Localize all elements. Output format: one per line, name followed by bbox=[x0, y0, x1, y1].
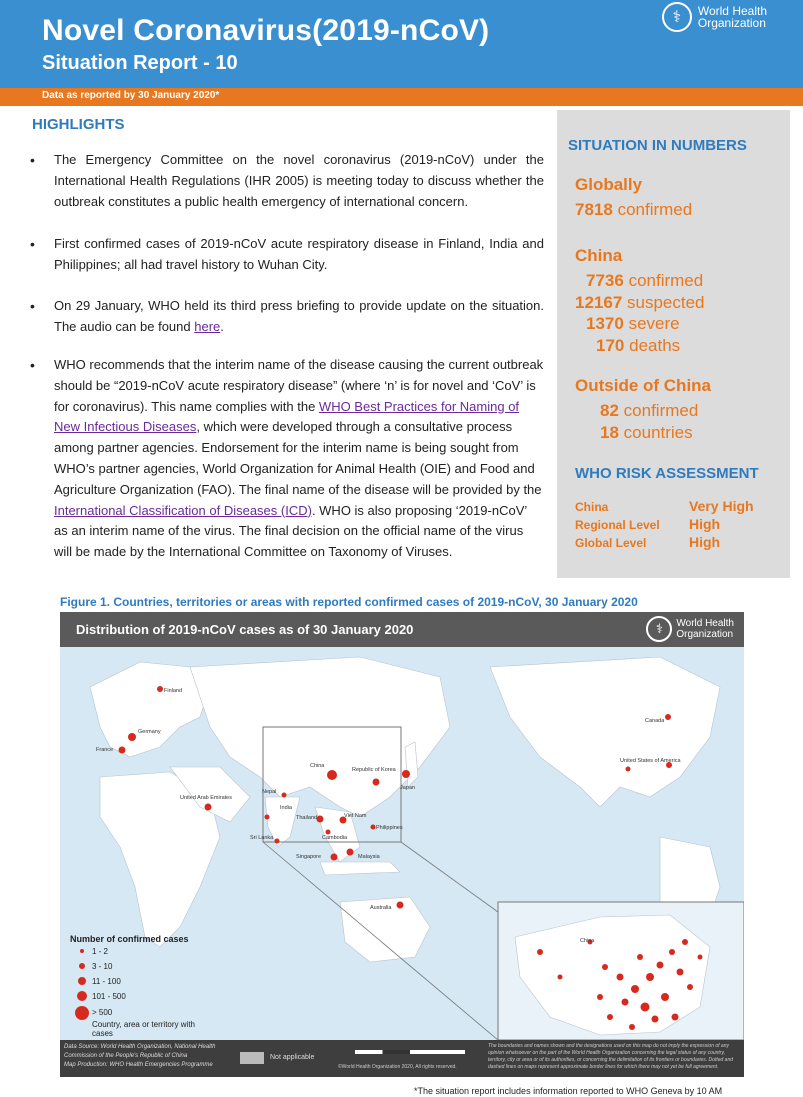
risk-row-global: Global Level High bbox=[575, 534, 721, 550]
situation-heading: SITUATION IN NUMBERS bbox=[568, 137, 747, 154]
label-china: China bbox=[310, 763, 325, 769]
label-srilanka: Sri Lanka bbox=[250, 835, 274, 841]
label-malaysia: Malaysia bbox=[358, 854, 380, 860]
outside-countries: 18 countries bbox=[600, 423, 693, 442]
risk-row-china: China Very High bbox=[575, 498, 754, 514]
footnote: *The situation report includes information reported to WHO Geneva by 10 AM bbox=[414, 1086, 723, 1096]
not-applicable-swatch bbox=[240, 1052, 264, 1064]
label-canada: Canada bbox=[645, 718, 665, 724]
report-subtitle: Situation Report - 10 bbox=[42, 52, 238, 74]
china-heading: China bbox=[575, 246, 623, 265]
report-header bbox=[0, 0, 803, 88]
map-title: Distribution of 2019-nCoV cases as of 30 January 2020 bbox=[76, 622, 414, 637]
legend-dot-5 bbox=[75, 1006, 89, 1020]
china-suspected: 12167 suspected bbox=[575, 293, 705, 312]
label-australia: Australia bbox=[370, 905, 392, 911]
label-uae: United Arab Emirates bbox=[180, 795, 232, 801]
label-india: India bbox=[280, 805, 292, 811]
globally-heading: Globally bbox=[575, 175, 643, 194]
audio-link[interactable]: here bbox=[194, 318, 221, 334]
map-header bbox=[60, 612, 744, 647]
map-disclaimer: The boundaries and names shown and the designations used on this map do not imply the expression of any opinion whatsoever on the part of the World Health Organization concerning the legal status of any country, territory, city or area or of its authorities, or concerning the delimitation of its frontiers or boundaries. Dotted and dashed lines on maps represent approximate border lines for which there may not yet be full agreement. bbox=[488, 1043, 734, 1070]
map-production: Map Production: WHO Health Emergencies Programme bbox=[64, 1062, 213, 1068]
label-cambodia: Cambodia bbox=[322, 835, 348, 841]
who-logo bbox=[662, 2, 767, 32]
bullet-icon: • bbox=[30, 236, 35, 252]
report-title: Novel Coronavirus(2019-nCoV) bbox=[42, 14, 490, 47]
label-vietnam: Viet Nam bbox=[344, 813, 367, 819]
risk-row-regional: Regional Level High bbox=[575, 516, 721, 532]
world-map bbox=[60, 647, 744, 1040]
data-reported-note: Data as reported by 30 January 2020* bbox=[42, 90, 220, 101]
label-usa: United States of America bbox=[620, 758, 681, 764]
label-nepal: Nepal bbox=[262, 789, 277, 795]
map-footer bbox=[60, 1040, 744, 1077]
china-severe: 1370 severe bbox=[586, 314, 680, 333]
map-scale-bar bbox=[355, 1050, 465, 1054]
label-finland: Finland bbox=[164, 688, 183, 694]
not-applicable-label: Not applicable bbox=[270, 1054, 315, 1061]
who-emblem-icon: ⚕ bbox=[646, 616, 672, 642]
north-america-land bbox=[490, 657, 720, 807]
highlights-heading: HIGHLIGHTS bbox=[32, 116, 125, 133]
label-singapore: Singapore bbox=[296, 854, 322, 860]
label-france: France bbox=[96, 747, 114, 753]
legend-title: Number of confirmed cases bbox=[70, 934, 189, 944]
case-map-figure bbox=[60, 612, 744, 1077]
data-source: Data Source: World Health Organization, National Health Commission of the People's Republic of China bbox=[64, 1044, 216, 1059]
bullet-icon: • bbox=[30, 357, 35, 373]
who-name-line1: World Health bbox=[697, 4, 767, 18]
label-philippines: Philippines bbox=[376, 825, 403, 831]
legend-country-label: Country, area or territory with cases bbox=[92, 1020, 195, 1038]
legend-dot-1 bbox=[80, 949, 84, 953]
bullet-icon: • bbox=[30, 152, 35, 168]
map-who-logo: ⚕ World Health Organization bbox=[646, 616, 734, 642]
who-best-practices-link[interactable]: WHO Best Practices for Naming of New Infectious Diseases bbox=[54, 398, 520, 435]
europe-land bbox=[90, 662, 210, 757]
risk-heading: WHO RISK ASSESSMENT bbox=[575, 465, 759, 482]
map-legend: Number of confirmed cases 1 - 2 3 - 10 11 - 100 101 - 500 > 500 Country, area or territory with cases bbox=[70, 934, 230, 944]
china-confirmed: 7736 confirmed bbox=[586, 271, 704, 290]
label-germany: Germany bbox=[138, 729, 161, 735]
global-confirmed: 7818 confirmed bbox=[575, 200, 693, 219]
label-korea: Republic of Korea bbox=[352, 767, 396, 773]
who-emblem-icon: ⚕ bbox=[662, 2, 692, 32]
label-thailand: Thailand bbox=[296, 815, 318, 821]
bullet-icon: • bbox=[30, 298, 35, 314]
legend-dot-4 bbox=[77, 991, 87, 1001]
who-name-line2: Organization bbox=[697, 16, 766, 30]
china-deaths: 170 deaths bbox=[596, 336, 681, 355]
indonesia-land bbox=[320, 862, 400, 875]
legend-dot-3 bbox=[78, 977, 86, 985]
label-japan: Japan bbox=[400, 785, 415, 791]
legend-dot-2 bbox=[79, 963, 85, 969]
outside-confirmed: 82 confirmed bbox=[600, 401, 699, 420]
label-china-inset: China bbox=[580, 938, 595, 944]
figure-caption: Figure 1. Countries, territories or areas with reported confirmed cases of 2019-nCoV, 30 January 2020 bbox=[60, 595, 638, 609]
map-copyright: ©World Health Organization 2020, All rights reserved. bbox=[338, 1064, 457, 1070]
icd-link[interactable]: International Classification of Diseases (ICD) bbox=[54, 502, 312, 518]
outside-china-heading: Outside of China bbox=[575, 376, 711, 395]
